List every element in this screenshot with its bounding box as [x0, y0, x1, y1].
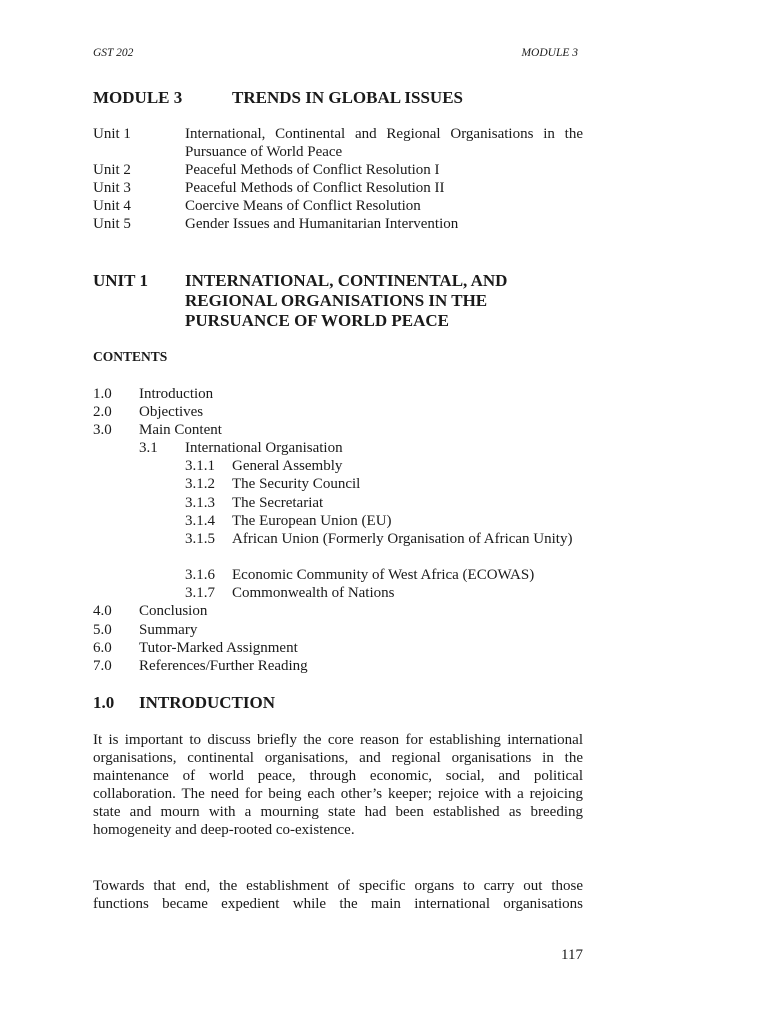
contents-item-text: Main Content: [139, 422, 222, 438]
unit-title: Gender Issues and Humanitarian Intervention: [185, 216, 459, 232]
contents-item-text: International Organisation: [185, 440, 343, 456]
contents-item-number: 3.1.3: [185, 495, 215, 511]
contents-item-text: The Security Council: [232, 476, 361, 492]
module-title: TRENDS IN GLOBAL ISSUES: [232, 88, 464, 107]
unit-title-line: PURSUANCE OF WORLD PEACE: [185, 311, 449, 330]
section-heading: INTRODUCTION: [139, 693, 276, 712]
contents-item-number: 7.0: [93, 658, 112, 674]
unit-title: Peaceful Methods of Conflict Resolution I: [185, 162, 440, 178]
contents-item-number: 6.0: [93, 640, 112, 656]
contents-item-text: Economic Community of West Africa (ECOWAS): [232, 567, 535, 583]
contents-item-text: The European Union (EU): [232, 513, 392, 529]
unit-row: [93, 197, 583, 215]
module-label: MODULE 3: [93, 88, 183, 107]
contents-item-text: The Secretariat: [232, 495, 324, 511]
page-number: 117: [561, 947, 583, 963]
contents-item-number: 3.1.1: [185, 458, 215, 474]
contents-item-number: 3.1: [139, 440, 158, 456]
header-module: MODULE 3: [521, 47, 578, 59]
contents-item-text: African Union (Formerly Organisation of African Unity): [232, 531, 573, 547]
unit-number: Unit 1: [93, 126, 131, 142]
contents-item-text: General Assembly: [232, 458, 343, 474]
unit-number: Unit 3: [93, 180, 131, 196]
unit-row: [93, 161, 583, 179]
contents-item-number: 3.1.6: [185, 567, 215, 583]
contents-item: [93, 385, 112, 403]
contents-item-text: Summary: [139, 622, 198, 638]
unit-title-line: INTERNATIONAL, CONTINENTAL, AND: [185, 271, 508, 290]
contents-item-number: 3.1.7: [185, 585, 215, 601]
contents-item-text: Conclusion: [139, 603, 208, 619]
contents-item-number: 3.1.2: [185, 476, 215, 492]
unit-number: Unit 4: [93, 198, 131, 214]
contents-item-number: 3.1.4: [185, 513, 215, 529]
contents-item-number: 5.0: [93, 622, 112, 638]
unit-title-line: REGIONAL ORGANISATIONS IN THE: [185, 291, 488, 310]
header-course-code: GST 202: [93, 47, 134, 59]
intro-paragraph: Towards that end, the establishment of specific organs to carry out those functions became expedient while the main international organisations: [93, 878, 583, 912]
contents-item-text: Commonwealth of Nations: [232, 585, 395, 601]
contents-item-text: Tutor-Marked Assignment: [139, 640, 298, 656]
module-unit-list: [93, 125, 583, 233]
contents-item-number: 3.0: [93, 422, 112, 438]
contents-item-number: 1.0: [93, 386, 112, 402]
unit-label: UNIT 1: [93, 271, 148, 290]
unit-number: Unit 5: [93, 216, 131, 232]
contents-item-number: 4.0: [93, 603, 112, 619]
unit-row: [93, 125, 583, 161]
unit-row: [93, 179, 583, 197]
contents-item-number: 3.1.5: [185, 531, 215, 547]
intro-paragraph: It is important to discuss briefly the core reason for establishing international organisations, continental organisations, and regional organisations in the maintenance of world peace, through economic, social, and political collaboration. The need for being each other’s keeper; rejoice with a rejoicing state and mourn with a mourning state had been established as breeding homogeneity and deep-rooted co-existence.: [93, 732, 583, 838]
unit-title: International, Continental and Regional Organisations in the Pursuance of World Peace: [185, 126, 583, 160]
contents-heading: CONTENTS: [93, 349, 168, 364]
contents-item-number: 2.0: [93, 404, 112, 420]
contents-item-text: Objectives: [139, 404, 204, 420]
unit-title: Peaceful Methods of Conflict Resolution II: [185, 180, 445, 196]
unit-number: Unit 2: [93, 162, 131, 178]
contents-item-text: Introduction: [139, 386, 214, 402]
contents-item-text: References/Further Reading: [139, 658, 308, 674]
unit-row: [93, 215, 583, 233]
unit-title: Coercive Means of Conflict Resolution: [185, 198, 421, 214]
section-number: 1.0: [93, 693, 115, 712]
